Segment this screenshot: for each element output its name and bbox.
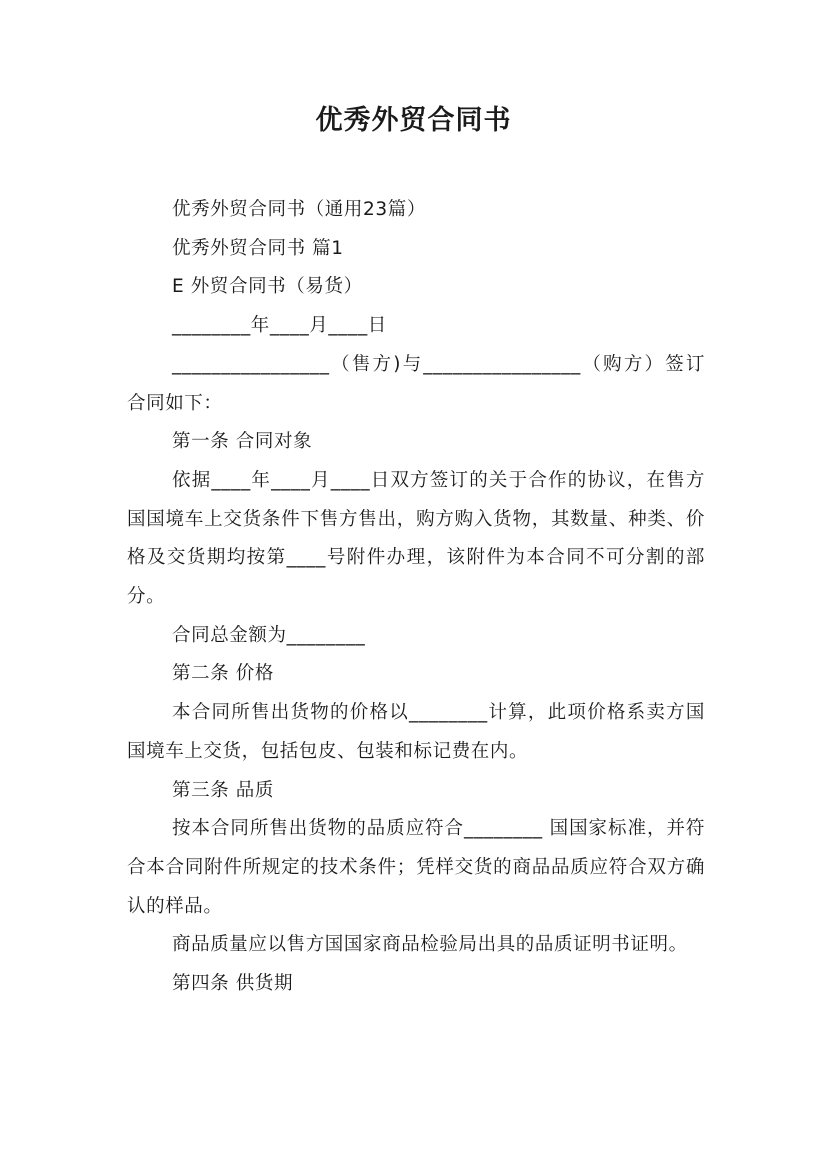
article-3-body: 按本合同所售出货物的品质应符合________ 国国家标准，并符合本合同附件所规定的技术条件；凭样交货的商品品质应符合双方确认的样品。 — [127, 818, 705, 917]
article-4-heading: 第四条 供货期 — [172, 973, 294, 995]
total-amount-line: 合同总金额为________ — [172, 624, 366, 646]
document-body — [127, 191, 705, 1004]
paragraph-parties: ________________（售方)与________________（购方）签订合同如下： — [127, 353, 705, 414]
paragraph-section-label: 优秀外贸合同书 篇1 — [172, 237, 344, 259]
article-2-body: 本合同所售出货物的价格以________计算，此项价格系卖方国国境车上交货，包括包皮、包装和标记费在内。 — [127, 702, 705, 762]
article-3-heading: 第三条 品质 — [172, 779, 274, 801]
paragraph-subtitle: 优秀外贸合同书（通用23篇） — [172, 199, 426, 220]
article-3-certificate: 商品质量应以售方国国家商品检验局出具的品质证明书证明。 — [172, 934, 688, 956]
paragraph-contract-name: E 外贸合同书（易货） — [172, 276, 363, 298]
article-1-heading: 第一条 合同对象 — [172, 431, 313, 453]
paragraph-date-line: ________年____月____日 — [172, 315, 387, 337]
article-1-body: 依据____年____月____日双方签订的关于合作的协议，在售方国国境车上交货条件下售方售出，购方购入货物，其数量、种类、价格及交货期均按第____号附件办理，该附件为本合同不可分割的部分。 — [127, 469, 705, 608]
article-2-heading: 第二条 价格 — [172, 663, 274, 685]
document-title: 优秀外贸合同书 — [315, 105, 512, 136]
